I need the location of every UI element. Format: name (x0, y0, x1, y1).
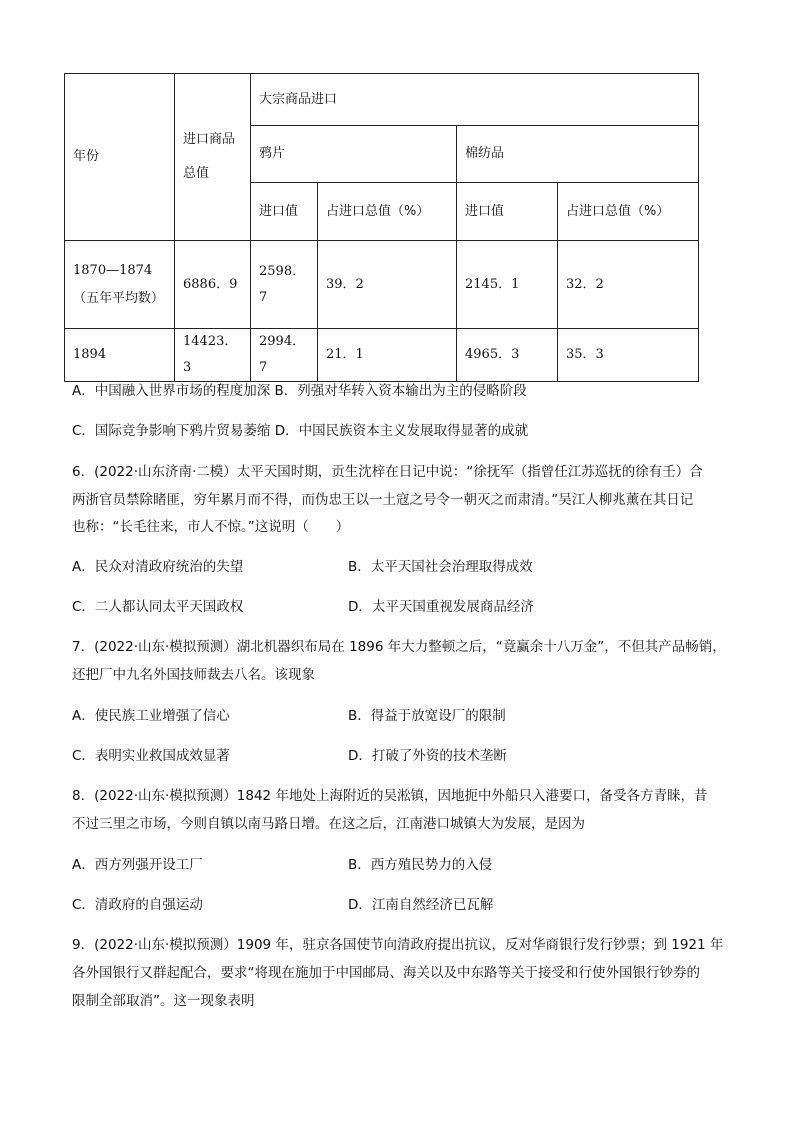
q6-stem-line1: 6．(2022·山东济南·二模）太平天国时期，贡生沈梓在日记中说：“徐抚军（指曾任江苏巡抚的徐有壬）合 (72, 464, 703, 480)
q6-option-a: A．民众对清政府统治的失望 (72, 559, 244, 575)
header-total (175, 74, 251, 241)
row-year-note: （五年平均数） (73, 290, 165, 306)
header-total-line2: 总值 (183, 166, 210, 181)
q7-stem-line2: 还把厂中九名外国技师裁去八名。该现象 (72, 667, 315, 683)
q9-stem-line1: 9．(2022·山东·模拟预测）1909 年，驻京各国使节向清政府提出抗议，反对华商银行发行钞票；到 1921 年 (72, 937, 724, 953)
row-cotton-value: 4965．3 (457, 329, 558, 382)
row-cotton-share: 32．2 (558, 241, 699, 329)
q6-stem-line3: 也称：“长毛往来，市人不惊。”这说明（ ） (72, 519, 350, 535)
header-cotton: 棉纺品 (457, 126, 699, 183)
row-total: 6886．9 (175, 241, 251, 329)
q6-stem-line2: 两浙官员禁除睹匪，穷年累月而不得，而伪忠王以一土寇之号令一朝灭之而肃清。”吴江人柳兆薰在其日记 (72, 492, 694, 508)
row-opium-share: 39．2 (318, 241, 457, 329)
q7-option-d: D．打破了外资的技术垄断 (348, 748, 507, 764)
header-opium: 鸦片 (251, 126, 457, 183)
table-row (65, 329, 699, 382)
q6-option-c: C．二人都认同太平天国政权 (72, 599, 244, 615)
q5-options-ab: A．中国融入世界市场的程度加深 B．列强对华转入资本输出为主的侵略阶段 (72, 383, 527, 399)
row-cotton-share: 35．3 (558, 329, 699, 382)
row-year (65, 241, 175, 329)
q6-option-d: D．太平天国重视发展商品经济 (348, 599, 534, 615)
q7-stem-line1: 7．(2022·山东·模拟预测）湖北机器织布局在 1896 年大力整顿之后，“竟赢余十八万金”，不但其产品畅销， (72, 639, 726, 655)
q7-option-b: B．得益于放宽设厂的限制 (348, 708, 506, 724)
row-year: 1894 (65, 329, 175, 382)
row-total: 14423．3 (175, 329, 251, 382)
header-opium-share: 占进口总值（%） (318, 183, 457, 241)
row-opium-share: 21．1 (318, 329, 457, 382)
row-cotton-value: 2145．1 (457, 241, 558, 329)
q8-option-b: B．西方殖民势力的入侵 (348, 857, 493, 873)
q8-stem-line1: 8．(2022·山东·模拟预测）1842 年地处上海附近的吴淞镇，因地扼中外船只入港要口，备受各方青睐，昔 (72, 788, 708, 804)
header-year: 年份 (65, 74, 175, 241)
q6-option-b: B．太平天国社会治理取得成效 (348, 559, 533, 575)
q8-stem-line2: 不过三里之市场，今则自镇以南马路日增。在这之后，江南港口城镇大为发展，是因为 (72, 816, 585, 832)
q5-options-cd: C．国际竞争影响下鸦片贸易萎缩 D．中国民族资本主义发展取得显著的成就 (72, 423, 529, 439)
header-total-line1: 进口商品 (183, 132, 236, 147)
row-year-main: 1870—1874 (73, 262, 153, 278)
row-opium-value: 2994．7 (251, 329, 318, 382)
header-bulk-imports: 大宗商品进口 (251, 74, 699, 126)
q9-stem-line2: 各外国银行又群起配合，要求“将现在施加于中国邮局、海关以及中东路等关于接受和行使外国银行钞券的 (72, 965, 700, 981)
header-cotton-share: 占进口总值（%） (558, 183, 699, 241)
import-statistics-table (64, 73, 699, 382)
q9-stem-line3: 限制全部取消”。这一现象表明 (72, 993, 255, 1009)
table-row (65, 241, 699, 329)
header-cotton-value: 进口值 (457, 183, 558, 241)
q8-option-d: D．江南自然经济已瓦解 (348, 897, 494, 913)
q7-option-c: C．表明实业救国成效显著 (72, 748, 230, 764)
row-opium-value: 2598．7 (251, 241, 318, 329)
q8-option-a: A．西方列强开设工厂 (72, 857, 203, 873)
header-opium-value: 进口值 (251, 183, 318, 241)
q8-option-c: C．清政府的自强运动 (72, 897, 203, 913)
q7-option-a: A．使民族工业增强了信心 (72, 708, 230, 724)
